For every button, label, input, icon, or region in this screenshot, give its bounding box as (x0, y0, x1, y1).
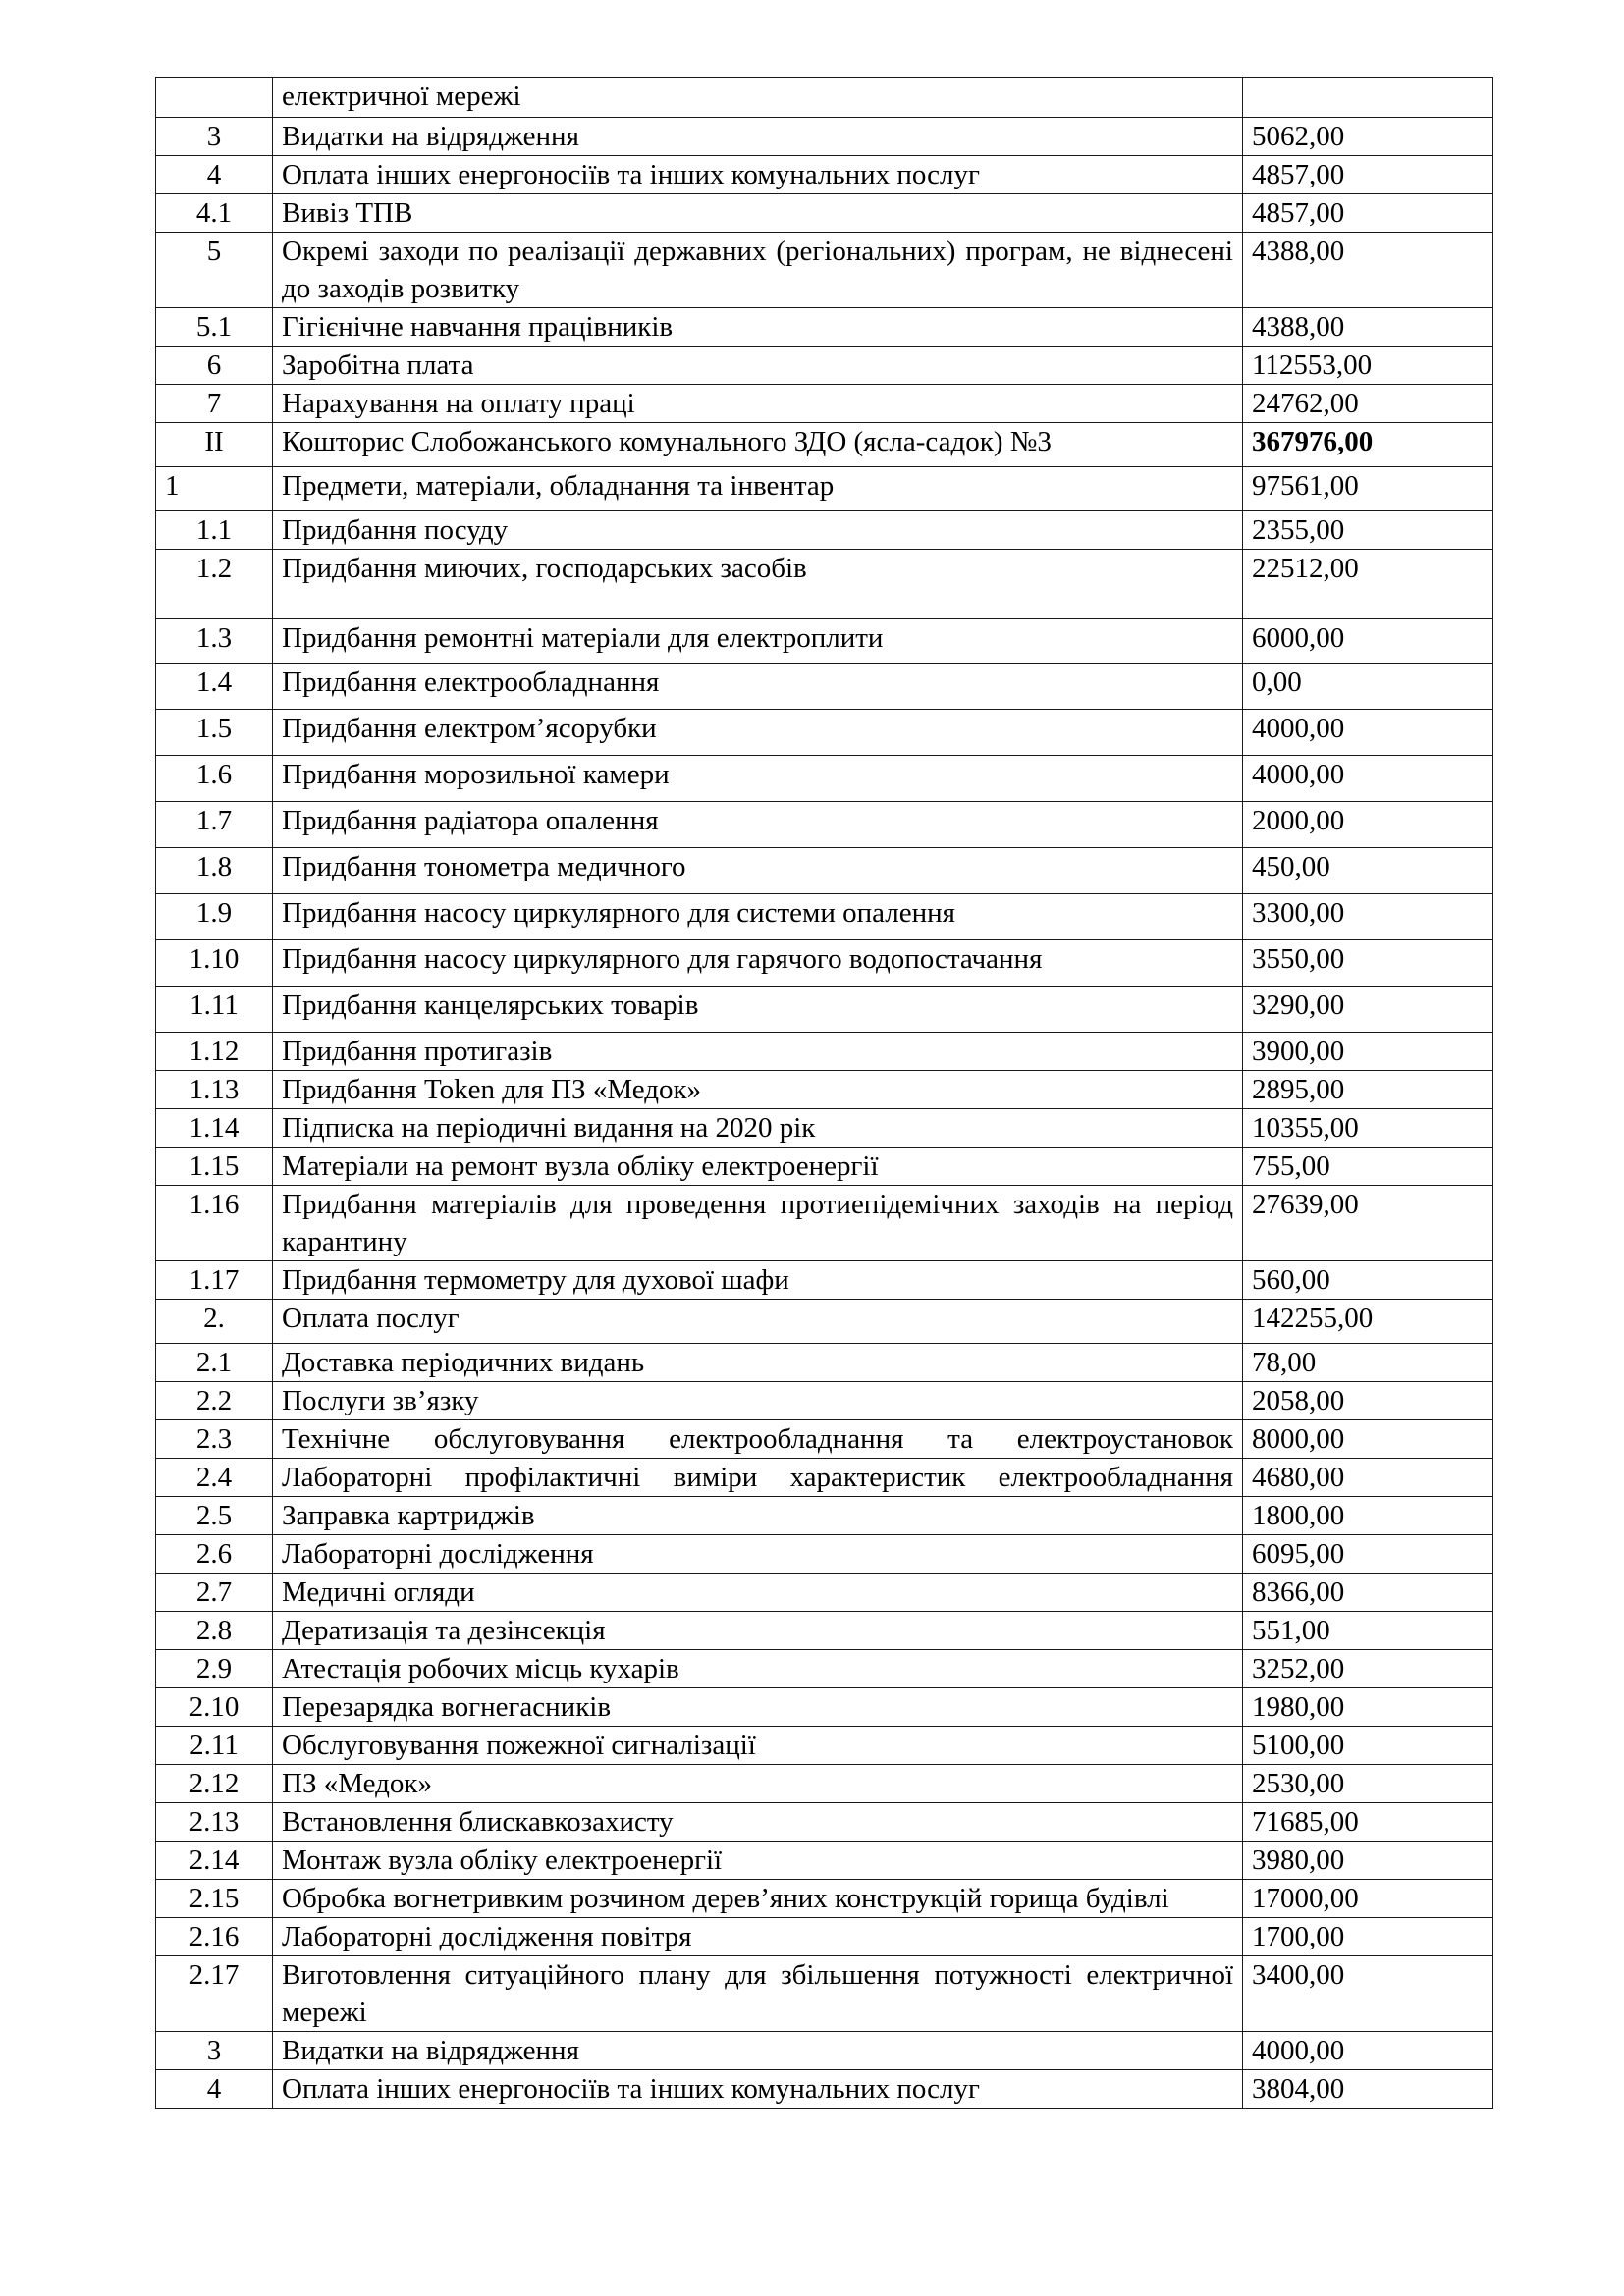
row-number-cell: 1.11 (156, 987, 273, 1033)
row-amount-cell: 4000,00 (1243, 756, 1493, 802)
row-name-cell: Придбання матеріалів для проведення протиепідемічних заходів на період карантину (273, 1186, 1243, 1261)
row-amount-cell: 3300,00 (1243, 894, 1493, 940)
table-row (156, 664, 1493, 710)
row-name-cell: Кошторис Слобожанського комунального ЗДО (ясла-садок) №3 (273, 423, 1243, 467)
row-name-cell: Лабораторні дослідження (273, 1535, 1243, 1574)
row-amount-cell: 450,00 (1243, 848, 1493, 894)
row-number-cell: 5 (156, 233, 273, 308)
table-row (156, 1842, 1493, 1880)
row-number-cell: 7 (156, 385, 273, 423)
row-amount-cell: 3290,00 (1243, 987, 1493, 1033)
row-name-cell: Обслуговування пожежної сигналізації (273, 1727, 1243, 1765)
row-number-cell: 3 (156, 118, 273, 156)
row-number-cell: 1.12 (156, 1033, 273, 1071)
row-amount-cell: 1980,00 (1243, 1688, 1493, 1727)
row-number-cell: 4.1 (156, 194, 273, 233)
table-row (156, 156, 1493, 194)
row-amount-cell: 4388,00 (1243, 233, 1493, 308)
row-amount-cell: 0,00 (1243, 664, 1493, 710)
table-row (156, 1148, 1493, 1186)
table-row (156, 1803, 1493, 1842)
row-name-cell: Заробітна плата (273, 347, 1243, 385)
row-number-cell: 5.1 (156, 308, 273, 347)
row-name-cell: Придбання тонометра медичного (273, 848, 1243, 894)
row-name-cell: Лабораторні дослідження повітря (273, 1918, 1243, 1956)
row-amount-cell: 4680,00 (1243, 1459, 1493, 1497)
table-row (156, 78, 1493, 118)
row-name-cell: Виготовлення ситуаційного плану для збільшення потужності електричної мережі (273, 1956, 1243, 2032)
row-name-cell: Перезарядка вогнегасників (273, 1688, 1243, 1727)
row-number-cell: 1.4 (156, 664, 273, 710)
table-row (156, 619, 1493, 664)
row-number-cell: 2.13 (156, 1803, 273, 1842)
table-row (156, 1727, 1493, 1765)
row-amount-cell: 10355,00 (1243, 1109, 1493, 1148)
row-amount-cell: 3804,00 (1243, 2070, 1493, 2109)
row-number-cell: 1.13 (156, 1071, 273, 1109)
table-row (156, 1261, 1493, 1300)
row-amount-cell: 2895,00 (1243, 1071, 1493, 1109)
row-name-cell: Придбання електром’ясорубки (273, 710, 1243, 756)
row-amount-cell: 3550,00 (1243, 940, 1493, 987)
row-number-cell: 4 (156, 2070, 273, 2109)
row-number-cell: 1.9 (156, 894, 273, 940)
table-row (156, 1880, 1493, 1918)
table-row (156, 233, 1493, 308)
row-amount-cell: 3900,00 (1243, 1033, 1493, 1071)
row-number-cell: 3 (156, 2032, 273, 2070)
table-row (156, 1918, 1493, 1956)
row-amount-cell: 1700,00 (1243, 1918, 1493, 1956)
row-amount-cell: 2355,00 (1243, 511, 1493, 550)
row-amount-cell: 3980,00 (1243, 1842, 1493, 1880)
row-amount-cell: 24762,00 (1243, 385, 1493, 423)
row-amount-cell: 560,00 (1243, 1261, 1493, 1300)
row-amount-cell: 97561,00 (1243, 467, 1493, 511)
row-name-cell: Придбання Token для ПЗ «Медок» (273, 1071, 1243, 1109)
table-row (156, 940, 1493, 987)
row-amount-cell: 2000,00 (1243, 802, 1493, 848)
row-amount-cell: 755,00 (1243, 1148, 1493, 1186)
row-number-cell: 1.17 (156, 1261, 273, 1300)
row-name-cell: Видатки на відрядження (273, 2032, 1243, 2070)
table-row (156, 1497, 1493, 1535)
table-row (156, 987, 1493, 1033)
table-row (156, 802, 1493, 848)
table-row (156, 1344, 1493, 1382)
budget-table (155, 77, 1493, 2109)
table-row (156, 550, 1493, 619)
row-number-cell: 1.10 (156, 940, 273, 987)
row-name-cell: Атестація робочих місць кухарів (273, 1650, 1243, 1688)
row-amount-cell: 551,00 (1243, 1612, 1493, 1650)
row-name-cell: Дератизація та дезінсекція (273, 1612, 1243, 1650)
row-amount-cell: 142255,00 (1243, 1300, 1493, 1344)
row-amount-cell: 1800,00 (1243, 1497, 1493, 1535)
row-name-cell: Оплата інших енергоносіїв та інших комунальних послуг (273, 156, 1243, 194)
table-row (156, 710, 1493, 756)
row-number-cell: 2.1 (156, 1344, 273, 1382)
table-row (156, 1765, 1493, 1803)
row-name-cell: Предмети, матеріали, обладнання та інвентар (273, 467, 1243, 511)
row-amount-cell (1243, 78, 1493, 118)
row-number-cell: 2.17 (156, 1956, 273, 2032)
row-number-cell: 1.8 (156, 848, 273, 894)
table-row (156, 1574, 1493, 1612)
row-name-cell: Лабораторні профілактичні виміри характеристик електрообладнання (273, 1459, 1243, 1497)
row-amount-cell: 4388,00 (1243, 308, 1493, 347)
row-name-cell: Придбання канцелярських товарів (273, 987, 1243, 1033)
table-row (156, 1382, 1493, 1420)
table-row (156, 1612, 1493, 1650)
table-row (156, 194, 1493, 233)
row-number-cell: 6 (156, 347, 273, 385)
row-amount-cell: 4000,00 (1243, 710, 1493, 756)
row-name-cell: Окремі заходи по реалізації державних (регіональних) програм, не віднесені до заходів розвитку (273, 233, 1243, 308)
row-number-cell: 2.12 (156, 1765, 273, 1803)
row-number-cell: 1.1 (156, 511, 273, 550)
row-name-cell: Медичні огляди (273, 1574, 1243, 1612)
row-amount-cell: 17000,00 (1243, 1880, 1493, 1918)
row-name-cell: ПЗ «Медок» (273, 1765, 1243, 1803)
row-number-cell: 2.4 (156, 1459, 273, 1497)
row-amount-cell: 3400,00 (1243, 1956, 1493, 2032)
row-number-cell: 2.7 (156, 1574, 273, 1612)
table-row (156, 1300, 1493, 1344)
row-amount-cell: 3252,00 (1243, 1650, 1493, 1688)
row-amount-cell: 2530,00 (1243, 1765, 1493, 1803)
table-row (156, 1535, 1493, 1574)
table-row (156, 1420, 1493, 1459)
row-name-cell: Технічне обслуговування електрообладнання та електроустановок (273, 1420, 1243, 1459)
table-row (156, 1688, 1493, 1727)
row-number-cell: 2. (156, 1300, 273, 1344)
row-amount-cell: 78,00 (1243, 1344, 1493, 1382)
table-row (156, 118, 1493, 156)
row-amount-cell: 22512,00 (1243, 550, 1493, 619)
row-name-cell: Нарахування на оплату праці (273, 385, 1243, 423)
row-number-cell (156, 78, 273, 118)
table-row (156, 1956, 1493, 2032)
row-amount-cell: 112553,00 (1243, 347, 1493, 385)
row-name-cell: Оплата інших енергоносіїв та інших комунальних послуг (273, 2070, 1243, 2109)
table-row (156, 423, 1493, 467)
row-amount-cell: 2058,00 (1243, 1382, 1493, 1420)
row-number-cell: 2.6 (156, 1535, 273, 1574)
table-row (156, 308, 1493, 347)
row-name-cell: Підписка на періодичні видання на 2020 рік (273, 1109, 1243, 1148)
row-name-cell: Доставка періодичних видань (273, 1344, 1243, 1382)
row-number-cell: 2.14 (156, 1842, 273, 1880)
row-amount-cell: 4857,00 (1243, 156, 1493, 194)
row-name-cell: Матеріали на ремонт вузла обліку електроенергії (273, 1148, 1243, 1186)
row-name-cell: Придбання ремонтні матеріали для електроплити (273, 619, 1243, 664)
row-name-cell: Придбання протигазів (273, 1033, 1243, 1071)
row-name-cell: Обробка вогнетривким розчином дерев’яних конструкцій горища будівлі (273, 1880, 1243, 1918)
row-number-cell: 1.15 (156, 1148, 273, 1186)
row-name-cell: Видатки на відрядження (273, 118, 1243, 156)
row-number-cell: 1.6 (156, 756, 273, 802)
table-row (156, 848, 1493, 894)
row-number-cell: 1.5 (156, 710, 273, 756)
budget-table-body (156, 78, 1493, 2109)
row-name-cell: Монтаж вузла обліку електроенергії (273, 1842, 1243, 1880)
row-number-cell: 2.10 (156, 1688, 273, 1727)
row-amount-cell: 4857,00 (1243, 194, 1493, 233)
row-name-cell: Придбання миючих, господарських засобів (273, 550, 1243, 619)
row-number-cell: 1 (156, 467, 273, 511)
row-name-cell: електричної мережі (273, 78, 1243, 118)
row-name-cell: Гігієнічне навчання працівників (273, 308, 1243, 347)
row-number-cell: 1.3 (156, 619, 273, 664)
row-number-cell: 1.16 (156, 1186, 273, 1261)
row-number-cell: 2.9 (156, 1650, 273, 1688)
row-amount-cell: 27639,00 (1243, 1186, 1493, 1261)
row-amount-cell: 367976,00 (1243, 423, 1493, 467)
row-name-cell: Послуги зв’язку (273, 1382, 1243, 1420)
table-row (156, 1186, 1493, 1261)
row-amount-cell: 6000,00 (1243, 619, 1493, 664)
row-amount-cell: 5100,00 (1243, 1727, 1493, 1765)
row-number-cell: II (156, 423, 273, 467)
row-amount-cell: 71685,00 (1243, 1803, 1493, 1842)
row-name-cell: Придбання радіатора опалення (273, 802, 1243, 848)
row-name-cell: Придбання електрообладнання (273, 664, 1243, 710)
row-number-cell: 2.16 (156, 1918, 273, 1956)
row-amount-cell: 4000,00 (1243, 2032, 1493, 2070)
table-row (156, 2070, 1493, 2109)
table-row (156, 385, 1493, 423)
row-number-cell: 2.11 (156, 1727, 273, 1765)
table-row (156, 1650, 1493, 1688)
table-row (156, 1033, 1493, 1071)
table-row (156, 511, 1493, 550)
row-name-cell: Придбання термометру для духової шафи (273, 1261, 1243, 1300)
row-name-cell: Придбання насосу циркулярного для системи опалення (273, 894, 1243, 940)
row-number-cell: 2.3 (156, 1420, 273, 1459)
row-name-cell: Придбання морозильної камери (273, 756, 1243, 802)
row-name-cell: Встановлення блискавкозахисту (273, 1803, 1243, 1842)
row-number-cell: 2.15 (156, 1880, 273, 1918)
table-row (156, 467, 1493, 511)
row-number-cell: 1.7 (156, 802, 273, 848)
table-row (156, 1071, 1493, 1109)
row-number-cell: 2.5 (156, 1497, 273, 1535)
table-row (156, 894, 1493, 940)
row-amount-cell: 8366,00 (1243, 1574, 1493, 1612)
row-number-cell: 4 (156, 156, 273, 194)
table-row (156, 2032, 1493, 2070)
row-number-cell: 2.8 (156, 1612, 273, 1650)
table-row (156, 1459, 1493, 1497)
row-name-cell: Придбання посуду (273, 511, 1243, 550)
row-number-cell: 2.2 (156, 1382, 273, 1420)
row-amount-cell: 8000,00 (1243, 1420, 1493, 1459)
table-row (156, 756, 1493, 802)
row-number-cell: 1.2 (156, 550, 273, 619)
table-row (156, 347, 1493, 385)
table-row (156, 1109, 1493, 1148)
row-name-cell: Заправка картриджів (273, 1497, 1243, 1535)
row-number-cell: 1.14 (156, 1109, 273, 1148)
row-name-cell: Оплата послуг (273, 1300, 1243, 1344)
row-amount-cell: 5062,00 (1243, 118, 1493, 156)
row-name-cell: Придбання насосу циркулярного для гарячого водопостачання (273, 940, 1243, 987)
row-name-cell: Вивіз ТПВ (273, 194, 1243, 233)
row-amount-cell: 6095,00 (1243, 1535, 1493, 1574)
